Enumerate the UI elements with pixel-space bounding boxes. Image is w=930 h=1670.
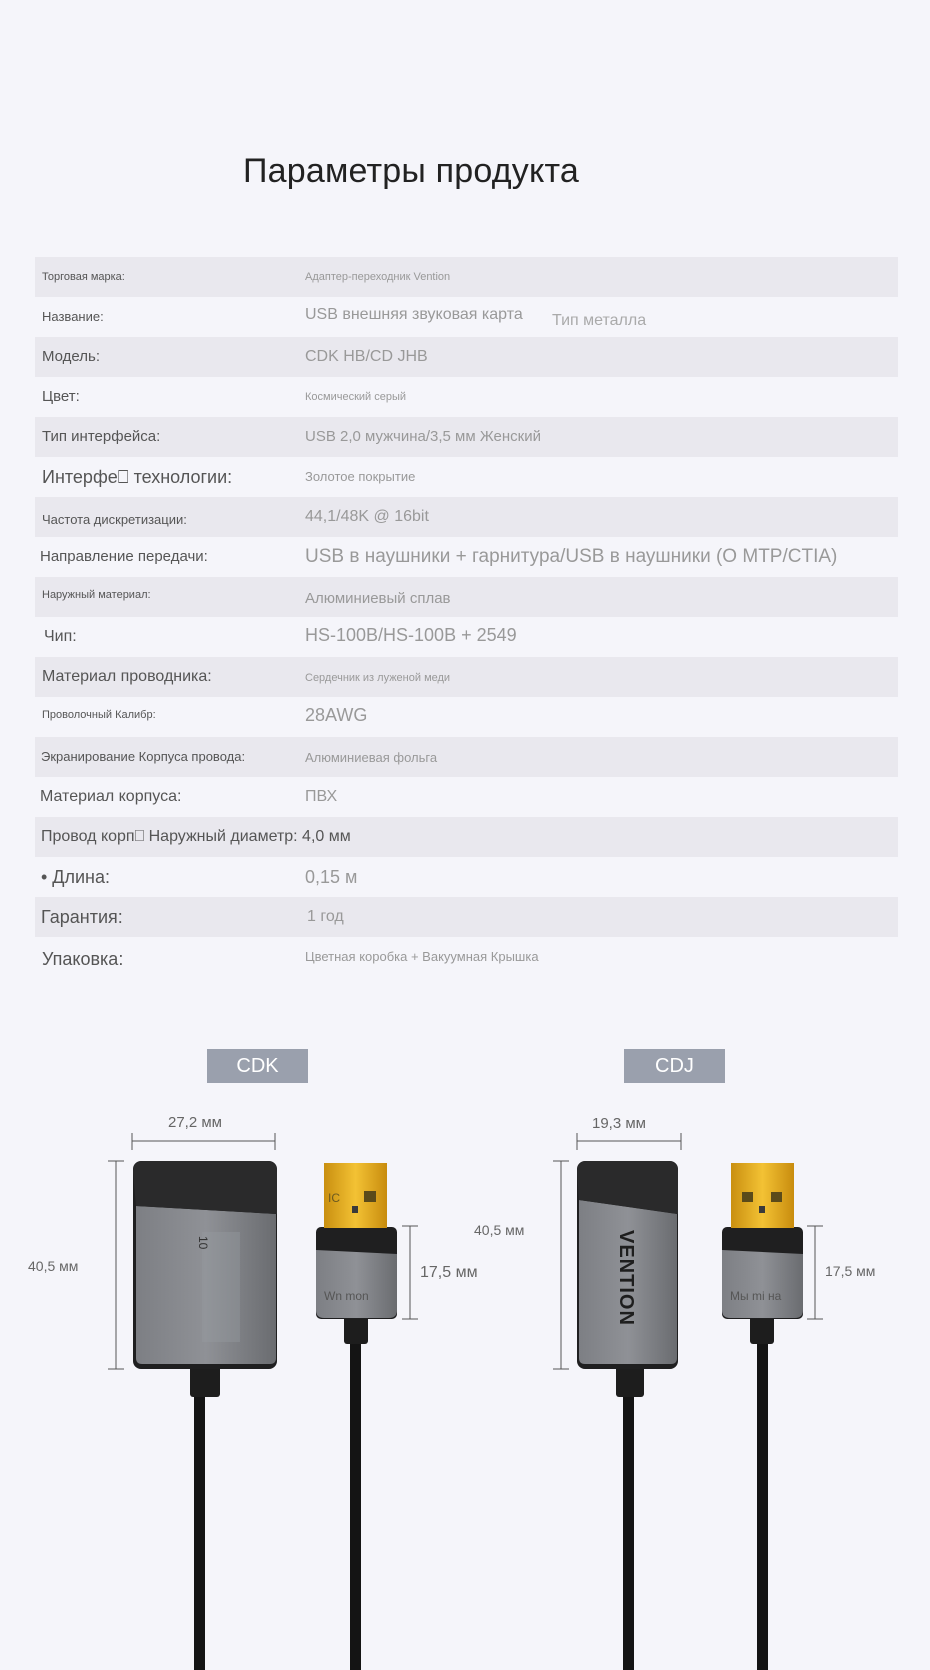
cdj-plug-label: 17,5 мм	[825, 1263, 876, 1279]
spec-label: • Длина:	[41, 867, 111, 887]
spec-row-housing	[35, 777, 898, 817]
spec-label: Материал проводника:	[42, 668, 212, 685]
spec-table	[35, 257, 898, 977]
model-tag-cdj: CDJ	[624, 1049, 725, 1083]
spec-row-direction	[35, 537, 898, 577]
cdk-height-label: 40,5 мм	[28, 1258, 79, 1274]
spec-row-length	[35, 857, 898, 897]
cdk-plug-chip: IC	[328, 1191, 340, 1205]
spec-label: Торговая марка:	[42, 271, 125, 283]
cdk-plug-label: 17,5 мм	[420, 1264, 478, 1281]
spec-label: Название:	[42, 309, 104, 324]
page-title: Параметры продукта	[243, 152, 579, 190]
model-tag-cdk: CDK	[207, 1049, 308, 1083]
spec-row-warranty	[35, 897, 898, 937]
spec-row-conductor	[35, 657, 898, 697]
spec-row-diameter	[35, 817, 898, 857]
spec-value: Алюминиевый сплав	[305, 590, 451, 607]
spec-label: Цвет:	[42, 388, 80, 405]
spec-label: Провод корп⎕ Наружный диаметр: 4,0 мм	[41, 828, 351, 845]
spec-value: Цветная коробка + Вакуумная Крышка	[305, 949, 539, 964]
spec-value: Сердечник из луженой меди	[305, 672, 451, 684]
spec-value: Золотое покрытие	[305, 469, 416, 484]
spec-label: Тип интерфейса:	[42, 428, 161, 445]
product-illustration	[0, 1040, 930, 1670]
spec-row-shielding	[35, 737, 898, 777]
spec-label: Материал корпуса:	[40, 788, 182, 805]
spec-row-sample-rate	[35, 497, 898, 537]
spec-row-outer-material	[35, 577, 898, 617]
spec-value: CDK HB/CD JHB	[305, 348, 428, 365]
spec-value-extra: Тип металла	[552, 312, 647, 329]
cdj-width-label: 19,3 мм	[592, 1115, 646, 1132]
spec-value: USB в наушники + гарнитура/USB в наушники (O MTP/CTIA)	[305, 546, 838, 567]
spec-label: Проволочный Калибр:	[42, 709, 156, 721]
spec-row-model	[35, 337, 898, 377]
cdk-body-text: 10	[196, 1236, 210, 1250]
spec-value: USB 2,0 мужчина/3,5 мм Женский	[305, 428, 541, 445]
spec-row-brand	[35, 257, 898, 297]
cdj-body-text: VENTION	[615, 1230, 637, 1326]
spec-label: Интерфе⎕ технологии:	[42, 467, 233, 487]
spec-label: Частота дискретизации:	[42, 512, 187, 527]
spec-row-interface	[35, 417, 898, 457]
spec-label: Упаковка:	[42, 949, 124, 969]
cdk-width-label: 27,2 мм	[168, 1114, 222, 1131]
spec-label: Чип:	[44, 628, 77, 645]
spec-value: Адаптер-переходник Vention	[305, 271, 451, 283]
spec-value: 0,15 м	[305, 867, 358, 887]
spec-label: Гарантия:	[41, 907, 123, 927]
cdj-plug-text: Мы mi на	[730, 1289, 782, 1303]
spec-row-gauge	[35, 697, 898, 737]
spec-row-technology	[35, 457, 898, 497]
spec-row-chip	[35, 617, 898, 657]
spec-label: Направление передачи:	[40, 548, 208, 565]
spec-value: Космический серый	[305, 391, 407, 403]
spec-value: 28AWG	[305, 705, 368, 725]
spec-row-name	[35, 297, 898, 337]
spec-value: HS-100B/HS-100B + 2549	[305, 625, 517, 645]
cdk-usb-plug	[316, 1163, 397, 1670]
spec-value: ПВХ	[305, 788, 338, 805]
cdk-plug-text: Wn mon	[324, 1289, 369, 1303]
cdj-usb-plug	[722, 1163, 803, 1670]
spec-value: 44,1/48K @ 16bit	[305, 508, 429, 525]
spec-value: USB внешняя звуковая карта	[305, 306, 523, 323]
spec-row-color	[35, 377, 898, 417]
spec-value: 1 год	[307, 908, 344, 925]
spec-label: Экранирование Корпуса провода:	[41, 749, 246, 764]
spec-label: Модель:	[42, 348, 101, 365]
spec-value: Алюминиевая фольга	[305, 750, 438, 765]
spec-row-package	[35, 937, 898, 977]
cdj-height-label: 40,5 мм	[474, 1222, 525, 1238]
spec-label: Наружный материал:	[42, 589, 151, 601]
